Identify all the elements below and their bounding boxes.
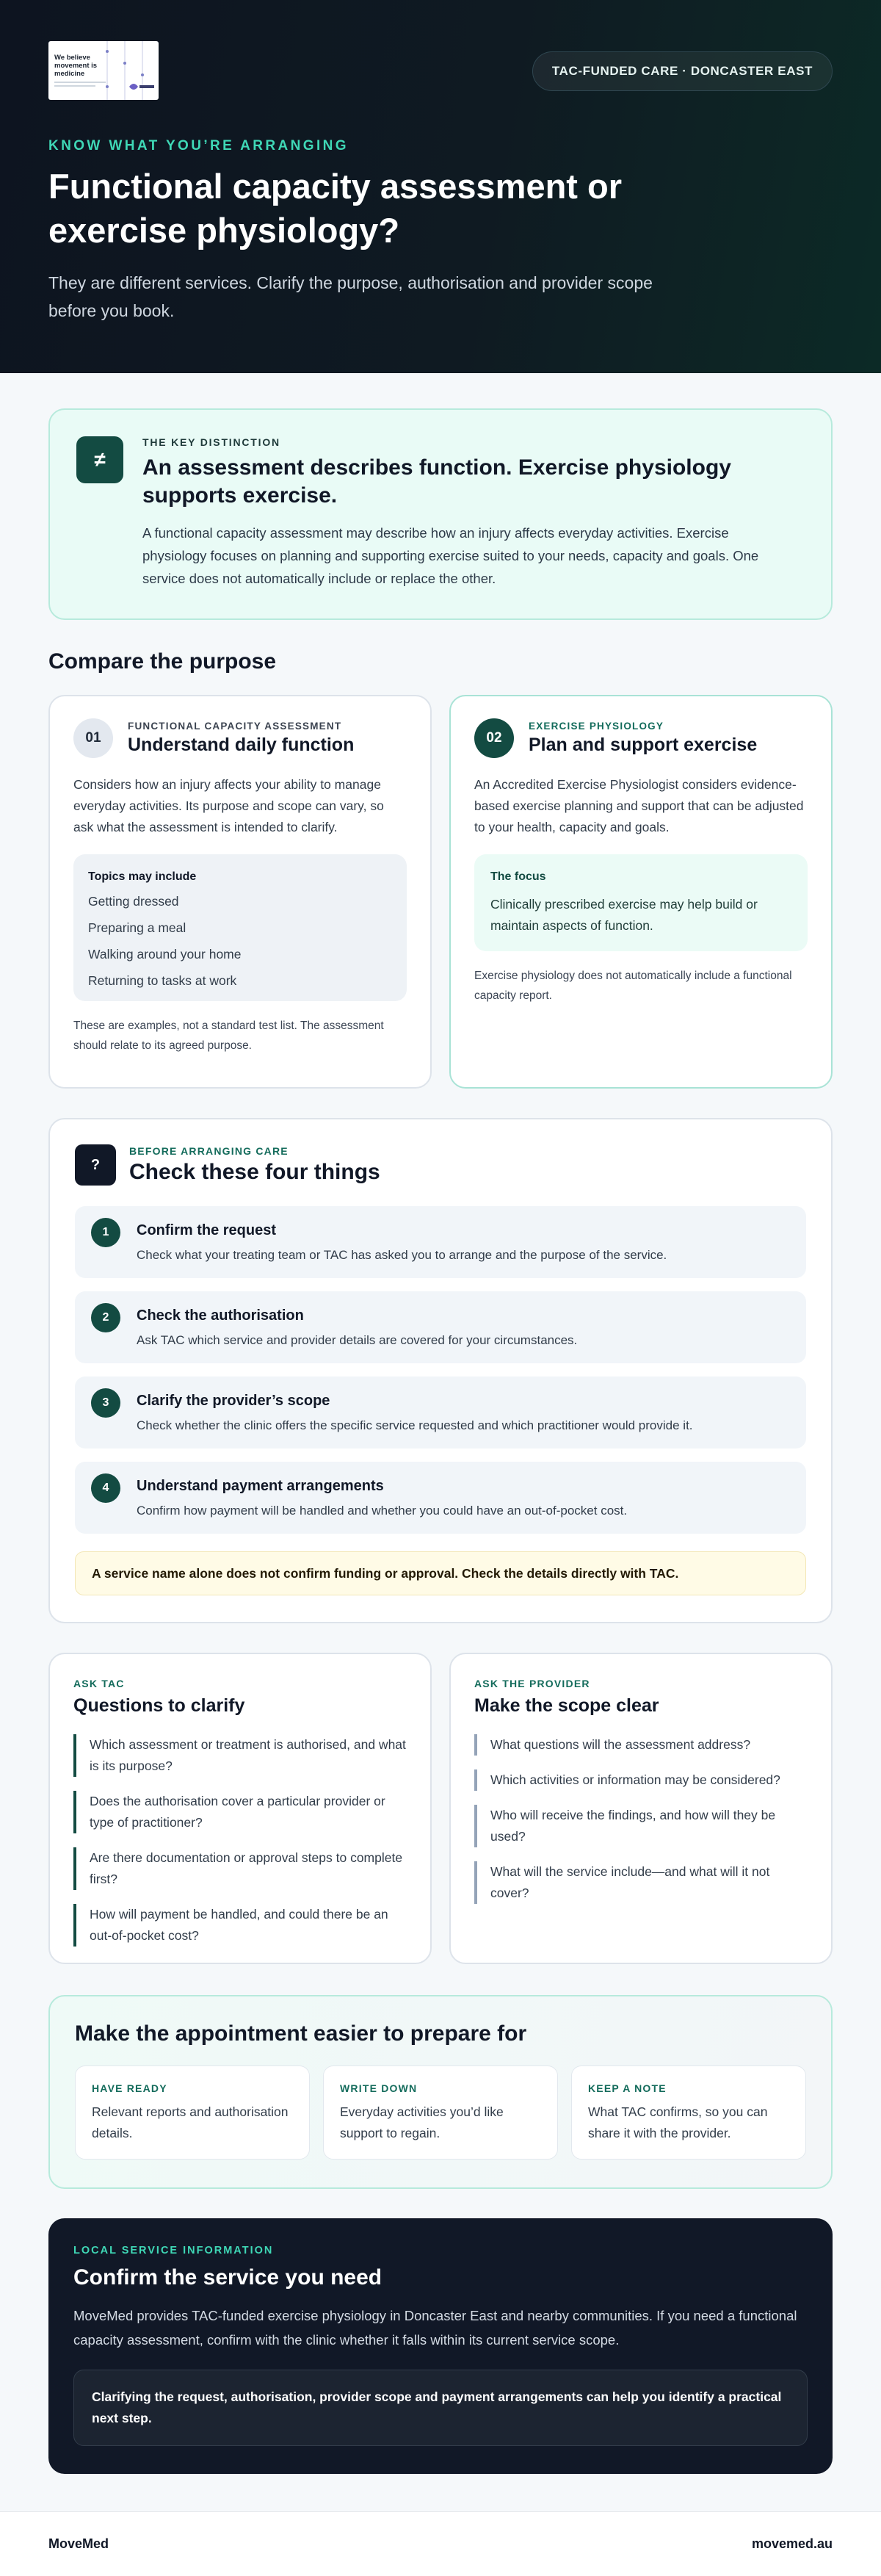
ask-provider-title: Make the scope clear: [474, 1695, 659, 1716]
step-number: 4: [91, 1473, 120, 1503]
footer-url-link[interactable]: movemed.au: [751, 2536, 833, 2551]
logo-rule: [54, 82, 106, 83]
compare-section-title: Compare the purpose: [48, 649, 277, 674]
ep-card-header: [474, 718, 808, 758]
step-text: Confirm how payment will be handled and whether you could have an out-of-pocket cost.: [137, 1503, 628, 1518]
local-text: MoveMed provides TAC-funded exercise physiology in Doncaster East and nearby communities. If you need a functional capacity assessment, confirm with the clinic whether it falls within its current service scope.: [73, 2308, 797, 2348]
prepare-text: What TAC confirms, so you can share it with the provider.: [588, 2104, 768, 2140]
ep-note: Exercise physiology does not automatically include a functional capacity report.: [474, 970, 792, 1002]
checklist-card: [48, 1118, 833, 1623]
step-text: Ask TAC which service and provider details are covered for your circumstances.: [137, 1332, 578, 1347]
key-text: A functional capacity assessment may describe how an injury affects everyday activities. Exercise physiology focuses on planning and supporting exercise suited to your needs, capacity and goals. One service does not automatically include or replace the other.: [142, 525, 759, 586]
key-eyebrow: THE KEY DISTINCTION: [142, 436, 280, 448]
step-number: 2: [91, 1303, 120, 1332]
prepare-eyebrow: KEEP A NOTE: [588, 2082, 667, 2094]
ask-tac-list: [73, 1734, 407, 1947]
compare-section: [48, 695, 833, 1089]
page-subtitle: They are different services. Clarify the purpose, authorisation and provider scope before you book.: [48, 273, 653, 320]
questions-section: [48, 1653, 833, 1964]
ep-description: An Accredited Exercise Physiologist considers evidence-based exercise planning and support that can be adjusted to your health, capacity and goals.: [474, 777, 804, 834]
topics-box: [73, 854, 407, 1001]
step-title: Clarify the provider’s scope: [137, 1392, 330, 1409]
local-title: Confirm the service you need: [73, 2265, 383, 2290]
checklist-step: [75, 1291, 806, 1363]
question-item: Which assessment or treatment is authorised, and what is its purpose?: [73, 1734, 407, 1777]
ask-tac-card: [48, 1653, 432, 1964]
question-item: Does the authorisation cover a particular provider or type of practitioner?: [73, 1791, 407, 1833]
question-item: Are there documentation or approval steps to complete first?: [73, 1847, 407, 1890]
key-distinction-body: [142, 436, 780, 618]
fca-card: [48, 695, 432, 1089]
ep-card: [449, 695, 833, 1089]
ask-provider-eyebrow: ASK THE PROVIDER: [474, 1678, 590, 1689]
checklist-step: [75, 1206, 806, 1278]
funding-warning: A service name alone does not confirm funding or approval. Check the details directly with TAC.: [75, 1551, 806, 1595]
step-title: Confirm the request: [137, 1222, 277, 1238]
footer-brand[interactable]: MoveMed: [48, 2536, 109, 2551]
prepare-card: [48, 1995, 833, 2189]
fca-title: Understand daily function: [128, 735, 355, 755]
fca-eyebrow: FUNCTIONAL CAPACITY ASSESSMENT: [128, 721, 342, 732]
checklist-step: [75, 1462, 806, 1534]
main-content: [0, 408, 881, 2474]
prepare-eyebrow: HAVE READY: [92, 2082, 167, 2094]
focus-title: The focus: [490, 870, 546, 883]
checklist-step: [75, 1377, 806, 1448]
ask-provider-card: [449, 1653, 833, 1964]
step-number: 3: [91, 1388, 120, 1418]
question-item: Which activities or information may be considered?: [474, 1769, 808, 1791]
logo-rule: [54, 85, 95, 87]
prepare-box: [323, 2066, 558, 2160]
step-text: Check whether the clinic offers the specific service requested and which practitioner would provide it.: [137, 1418, 693, 1432]
question-item: Who will receive the findings, and how will they be used?: [474, 1805, 808, 1847]
local-service-card: [48, 2218, 833, 2474]
prepare-eyebrow: WRITE DOWN: [340, 2082, 418, 2094]
checklist-eyebrow: BEFORE ARRANGING CARE: [129, 1145, 289, 1157]
fca-card-header: [73, 718, 407, 758]
topic-item: Returning to tasks at work: [88, 973, 237, 988]
number-badge: 02: [474, 718, 514, 758]
ep-title: Plan and support exercise: [529, 735, 758, 755]
question-item: What questions will the assessment address?: [474, 1734, 808, 1756]
focus-text: Clinically prescribed exercise may help build or maintain aspects of function.: [490, 897, 758, 933]
ep-eyebrow: EXERCISE PHYSIOLOGY: [529, 721, 664, 732]
question-icon: ?: [75, 1144, 116, 1186]
service-pill: TAC-FUNDED CARE · DONCASTER EAST: [532, 51, 833, 91]
topic-item: Getting dressed: [88, 894, 179, 909]
prepare-row: [75, 2066, 806, 2160]
step-title: Check the authorisation: [137, 1307, 304, 1324]
question-item: How will payment be handled, and could there be an out-of-pocket cost?: [73, 1904, 407, 1947]
local-summary-box: Clarifying the request, authorisation, provider scope and payment arrangements can help you identify a practical next step.: [73, 2370, 808, 2446]
question-item: What will the service include—and what will it not cover?: [474, 1861, 808, 1904]
checklist-header: [75, 1144, 806, 1186]
checklist-title: Check these four things: [129, 1160, 380, 1184]
prepare-box: [75, 2066, 310, 2160]
prepare-text: Relevant reports and authorisation details.: [92, 2104, 289, 2140]
prepare-box: [571, 2066, 806, 2160]
logo-tagline: We believe movement is medicine: [54, 54, 98, 78]
ask-tac-eyebrow: ASK TAC: [73, 1678, 125, 1689]
not-equal-icon: ≠: [76, 436, 123, 483]
logo-graphic-icon: [100, 41, 159, 100]
topic-item: Preparing a meal: [88, 920, 186, 935]
page-footer: [0, 2511, 881, 2576]
topics-title: Topics may include: [88, 870, 197, 883]
step-text: Check what your treating team or TAC has asked you to arrange and the purpose of the service.: [137, 1247, 667, 1262]
topic-item: Walking around your home: [88, 947, 242, 962]
hero-eyebrow: KNOW WHAT YOU’RE ARRANGING: [48, 138, 349, 154]
fca-note: These are examples, not a standard test list. The assessment should relate to its agreed purpose.: [73, 1020, 384, 1052]
key-title: An assessment describes function. Exercise physiology supports exercise.: [142, 455, 731, 508]
step-title: Understand payment arrangements: [137, 1477, 384, 1494]
movemed-logo[interactable]: [48, 41, 159, 100]
ask-provider-list: [474, 1734, 808, 1904]
step-number: 1: [91, 1218, 120, 1247]
number-badge: 01: [73, 718, 113, 758]
focus-box: [474, 854, 808, 951]
prepare-title: Make the appointment easier to prepare for: [75, 2021, 527, 2046]
ask-tac-title: Questions to clarify: [73, 1695, 245, 1716]
key-distinction-card: [48, 408, 833, 620]
prepare-text: Everyday activities you’d like support to regain.: [340, 2104, 504, 2140]
page-title: Functional capacity assessment or exercise physiology?: [48, 167, 623, 250]
local-eyebrow: LOCAL SERVICE INFORMATION: [73, 2245, 274, 2256]
hero-header: [0, 0, 881, 373]
fca-description: Considers how an injury affects your ability to manage everyday activities. Its purpose and scope can vary, so ask what the assessment is intended to clarify.: [73, 777, 384, 834]
